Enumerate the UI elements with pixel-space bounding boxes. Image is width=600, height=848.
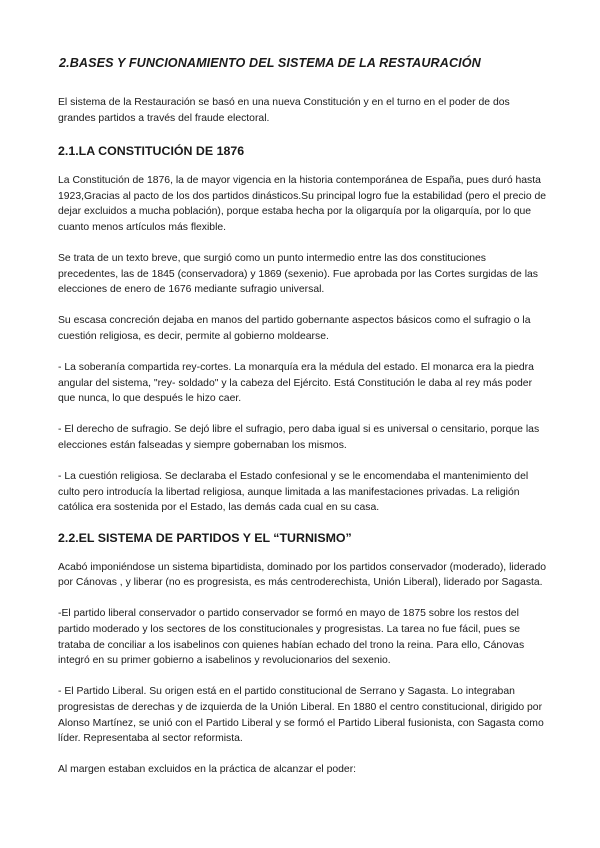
body-paragraph: Se trata de un texto breve, que surgió como un punto intermedio entre las dos constituciones precedentes, las de 1845 (conservadora) y 1869 (sexenio). Fue aprobada por las Cortes surgidas de las elecciones de enero de 1676 mediante sufragio universal. <box>58 253 538 296</box>
body-paragraph: La Constitución de 1876, la de mayor vigencia en la historia contemporánea de España, pues duró hasta 1923,Gracias al pacto de los dos partidos dinásticos.Su principal logro fue la estabilidad (pero el precio de dejar excluidos a mucha población), porque estaba hecha por la oligarquía por la oligarquía, por lo que cuanto menos artículos más flexible. <box>58 175 547 233</box>
section-constitucion <box>58 144 548 516</box>
body-paragraph: -El partido liberal conservador o partido conservador se formó en mayo de 1875 sobre los restos del partido moderado y los sectores de los constitucionales y progresistas. La tarea no fue fácil, pues se trataba de conciliar a los isabelinos con quienes habían echado del trono la reina. Para ello, Cánovas integró en su primer gobierno a isabelinos y revolucionarios del sexenio. <box>58 608 525 667</box>
body-paragraph: - La cuestión religiosa. Se declaraba el Estado confesional y se le encomendaba el mantenimiento del culto pero introducía la libertad religiosa, aunque limitada a las manifestaciones privadas. La religión católica era sostenida por el Estado, las demás cada cual en su casa. <box>58 471 529 514</box>
body-paragraph: Al margen estaban excluidos en la práctica de alcanzar el poder: <box>58 764 357 776</box>
section-heading-partidos: 2.2.EL SISTEMA DE PARTIDOS Y EL “TURNISMO” <box>58 530 352 545</box>
intro-paragraph: El sistema de la Restauración se basó en una nueva Constitución y en el turno en el poder de dos grandes partidos a través del fraude electoral. <box>58 97 510 124</box>
body-paragraph: Acabó imponiéndose un sistema bipartidista, dominado por los partidos conservador (moderado), liderado por Cánovas , y liberar (no es progresista, es más centroderechista, Unión Liberal), liderado por Sagasta. <box>58 561 547 589</box>
section-partidos <box>58 531 548 778</box>
body-paragraph: - El Partido Liberal. Su origen está en el partido constitucional de Serrano y Sagasta. Lo integraban progresistas de derechas y de izquierda de la Unión Liberal. En 1880 el centro constitucional, dirigido por Alonso Martínez, se unió con el Partido Liberal y se formó el Partido Liberal fusionista, con Sagasta como líder. Representaba al sector reformista. <box>58 686 544 745</box>
section-heading-constitucion: 2.1.LA CONSTITUCIÓN DE 1876 <box>58 144 245 159</box>
document-page <box>58 56 548 793</box>
body-paragraph: - El derecho de sufragio. Se dejó libre el sufragio, pero daba igual si es universal o censitario, porque las elecciones están falseadas y siempre gobernaban los mismos. <box>58 424 540 451</box>
body-paragraph: - La soberanía compartida rey-cortes. La monarquía era la médula del estado. El monarca era la piedra angular del sistema, "rey- soldado" y la cabeza del Ejército. Está Constitución le daba al rey más poder que nunca, lo que después le hizo caer. <box>58 362 534 405</box>
body-paragraph: Su escasa concreción dejaba en manos del partido gobernante aspectos básicos como el sufragio o la cuestión religiosa, es decir, permite al gobierno moldearse. <box>58 315 531 342</box>
document-title: 2.BASES Y FUNCIONAMIENTO DEL SISTEMA DE LA RESTAURACIÓN <box>59 56 481 70</box>
